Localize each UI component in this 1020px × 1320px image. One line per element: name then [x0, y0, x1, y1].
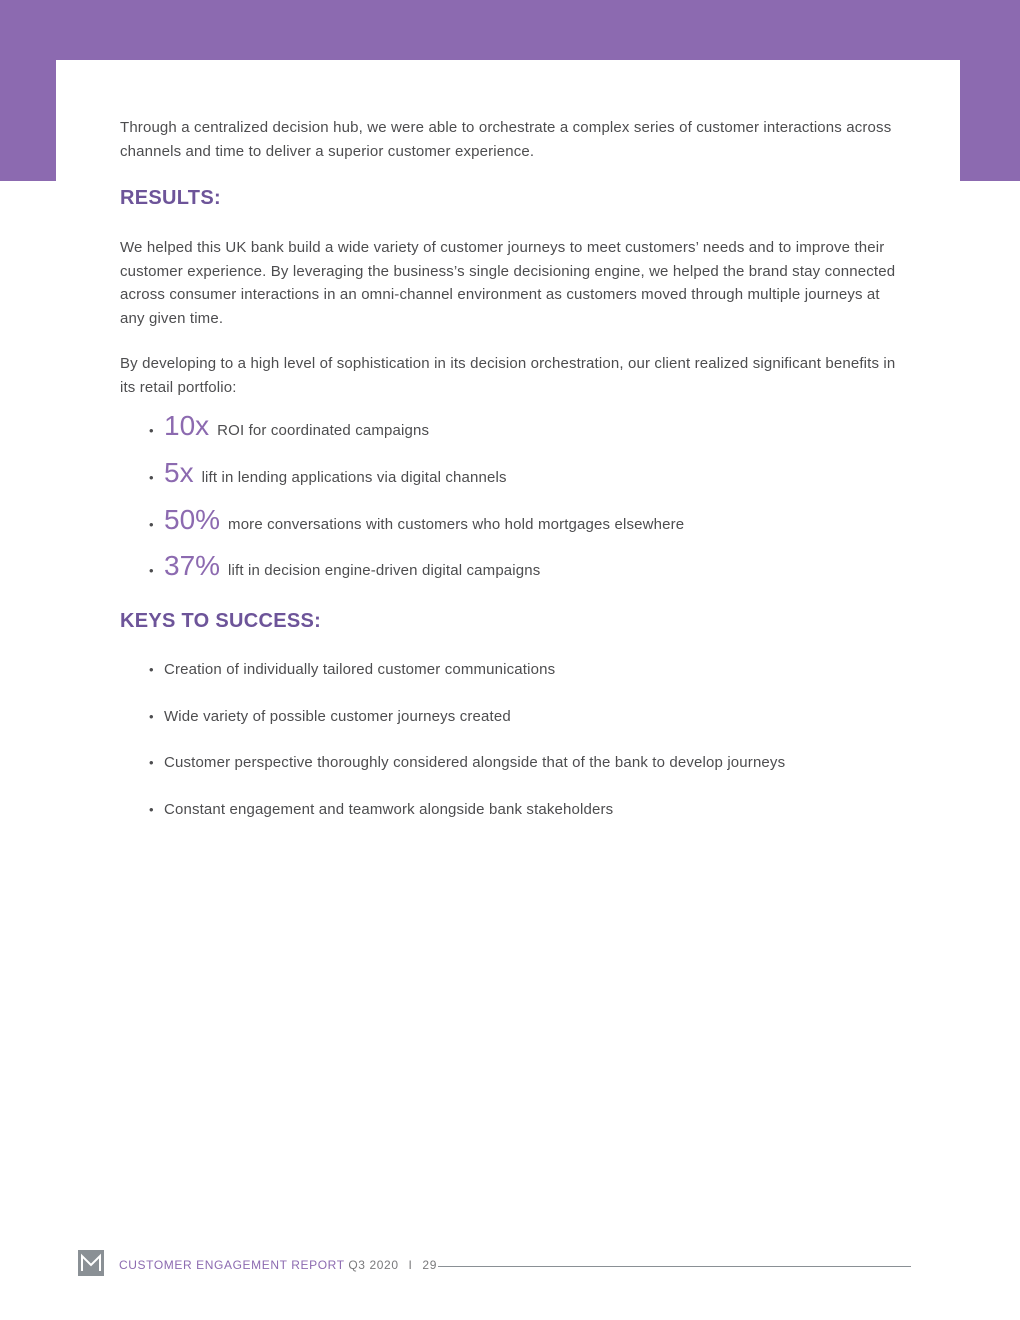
- bullet-icon: •: [149, 802, 154, 817]
- m-logo-icon: [80, 1253, 102, 1273]
- bullet-icon: •: [149, 662, 154, 677]
- stat-label: lift in decision engine-driven digital campaigns: [228, 562, 541, 579]
- stat-value: 37%: [164, 550, 221, 581]
- keys-to-success-heading: KEYS TO SUCCESS:: [120, 610, 322, 632]
- content-panel: [56, 60, 960, 1220]
- key-item: [149, 801, 613, 818]
- footer-report-title: CUSTOMER ENGAGEMENT REPORT: [119, 1258, 345, 1272]
- footer-separator: I: [408, 1258, 413, 1272]
- results-heading: RESULTS:: [120, 187, 221, 209]
- benefits-intro-paragraph: By developing to a high level of sophistication in its decision orchestration, our client realized significant benefits in its retail portfolio:: [120, 355, 896, 396]
- stat-label: more conversations with customers who hold mortgages elsewhere: [228, 516, 685, 533]
- page-number: 29: [422, 1258, 437, 1272]
- stat-label: ROI for coordinated campaigns: [217, 422, 430, 439]
- bullet-icon: •: [149, 709, 154, 724]
- key-item-text: Wide variety of possible customer journeys created: [164, 708, 511, 725]
- bullet-icon: •: [149, 517, 154, 532]
- footer-divider: [438, 1266, 911, 1267]
- bullet-icon: •: [149, 755, 154, 770]
- brand-logo-icon: [78, 1250, 104, 1276]
- footer-quarter: Q3 2020: [348, 1258, 399, 1272]
- bullet-icon: •: [149, 423, 154, 438]
- key-item-text: Constant engagement and teamwork alongside bank stakeholders: [164, 801, 614, 818]
- stat-label: lift in lending applications via digital channels: [201, 469, 507, 486]
- bullet-icon: •: [149, 470, 154, 485]
- key-item-text: Creation of individually tailored customer communications: [164, 661, 556, 678]
- footer-report-label: [119, 1258, 437, 1272]
- intro-paragraph: Through a centralized decision hub, we were able to orchestrate a complex series of customer interactions across channels and time to deliver a superior customer experience.: [120, 119, 892, 160]
- stat-value: 5x: [164, 457, 194, 488]
- stat-item: [149, 550, 540, 590]
- bullet-icon: •: [149, 563, 154, 578]
- stat-item: [149, 457, 507, 497]
- stat-value: 10x: [164, 410, 210, 441]
- stat-item: [149, 504, 684, 544]
- key-item-text: Customer perspective thoroughly considered alongside that of the bank to develop journeys: [164, 754, 786, 771]
- key-item: [149, 661, 555, 678]
- stat-item: [149, 410, 429, 450]
- stat-value: 50%: [164, 504, 221, 535]
- key-item: [149, 708, 511, 725]
- results-paragraph: We helped this UK bank build a wide variety of customer journeys to meet customers’ needs and to improve their customer experience. By leveraging the business’s single decisioning engine, we helped the brand stay connected across consumer interactions in an omni-channel environment as customers moved through multiple journeys at any given time.: [120, 239, 896, 327]
- key-item: [149, 754, 785, 771]
